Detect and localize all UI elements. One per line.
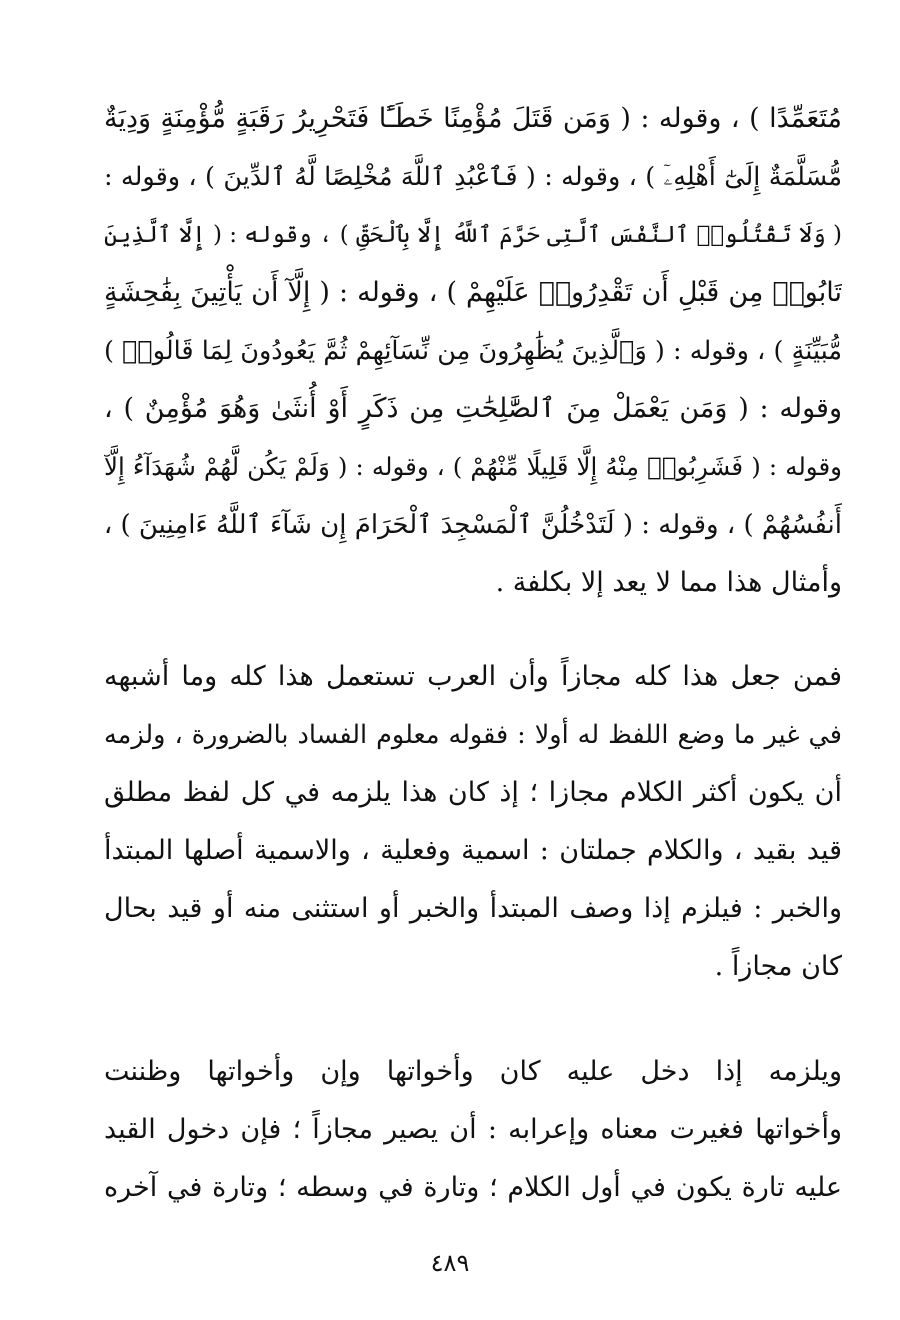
paragraph-kana-inna bbox=[104, 1043, 842, 1217]
text-line: أَنفُسُهُمْ ) ، وقوله : ( لَتَدْخُلُنَّ ٱلْمَسْجِدَ ٱلْحَرَامَ إِن شَآءَ ٱللَّهُ ءَامِنِينَ ) ، bbox=[104, 510, 842, 540]
text-line: في غير ما وضع اللفظ له أولا : فقوله معلوم الفساد بالضرورة ، ولزمه bbox=[104, 720, 842, 750]
text-line: والخبر : فيلزم إذا وصف المبتدأ والخبر أو استثنى منه أو قيد بحال bbox=[104, 893, 842, 924]
paragraph-majaz-argument bbox=[104, 648, 842, 996]
text-line: مُّسَلَّمَةٌ إِلَىٰٓ أَهْلِهِۦٓ ) ، وقوله : ( فَٱعْبُدِ ٱللَّهَ مُخْلِصًا لَّهُ ٱلدِّينَ ) ، وقوله : bbox=[104, 162, 842, 192]
page-number: ٤٨٩ bbox=[430, 1249, 470, 1277]
text-line: فمن جعل هذا كله مجازاً وأن العرب تستعمل هذا كله وما أشبهه bbox=[104, 661, 842, 692]
text-line: وأخواتها فغيرت معناه وإعرابه : أن يصير مجازاً ؛ فإن دخول القيد bbox=[104, 1114, 842, 1145]
text-line: ( وَلَا تَقْتُلُوا۟ ٱلنَّفْسَ ٱلَّتِى حَرَّمَ ٱللَّهُ إِلَّا بِٱلْحَقِّ ) ، وقوله : ( إِلَّا ٱلَّذِينَ bbox=[104, 222, 842, 248]
text-line: ويلزمه إذا دخل عليه كان وأخواتها وإن وأخواتها وظننت bbox=[104, 1056, 842, 1087]
text-line: وقوله : ( فَشَرِبُوا۟ مِنْهُ إِلَّا قَلِيلًا مِّنْهُمْ ) ، وقوله : ( وَلَمْ يَكُن لَّهُمْ شُهَدَآءُ إِلَّآ bbox=[104, 452, 842, 481]
text-line: أن يكون أكثر الكلام مجازا ؛ إذ كان هذا يلزمه في كل لفظ مطلق bbox=[104, 777, 842, 808]
text-line: وأمثال هذا مما لا يعد إلا بكلفة . bbox=[495, 567, 842, 598]
text-line: عليه تارة يكون في أول الكلام ؛ وتارة في وسطه ؛ وتارة في آخره bbox=[104, 1172, 842, 1203]
text-line: مُتَعَمِّدًا ) ، وقوله : ( وَمَن قَتَلَ مُؤْمِنًا خَطَـًٔا فَتَحْرِيرُ رَقَبَةٍ مُّؤْمِنَةٍ وَدِيَةٌ bbox=[104, 103, 842, 134]
text-line: قيد بقيد ، والكلام جملتان : اسمية وفعلية ، والاسمية أصلها المبتدأ bbox=[104, 835, 842, 866]
text-line: مُّبَيِّنَةٍ ) ، وقوله : ( وَٱلَّذِينَ يُظَٰهِرُونَ مِن نِّسَآئِهِمْ ثُمَّ يَعُودُونَ لِمَا قَالُوا۟ ) bbox=[104, 336, 842, 366]
text-line: وقوله : ( وَمَن يَعْمَلْ مِنَ ٱلصَّٰلِحَٰتِ مِن ذَكَرٍ أَوْ أُنثَىٰ وَهُوَ مُؤْمِنٌ ) ، bbox=[104, 393, 842, 424]
text-line: كان مجازاً . bbox=[714, 951, 842, 982]
text-line: تَابُوا۟ مِن قَبْلِ أَن تَقْدِرُوا۟ عَلَيْهِمْ ) ، وقوله : ( إِلَّآ أَن يَأْتِينَ بِفَٰحِشَةٍ bbox=[104, 277, 842, 308]
paragraph-quran-quotes bbox=[104, 90, 842, 612]
